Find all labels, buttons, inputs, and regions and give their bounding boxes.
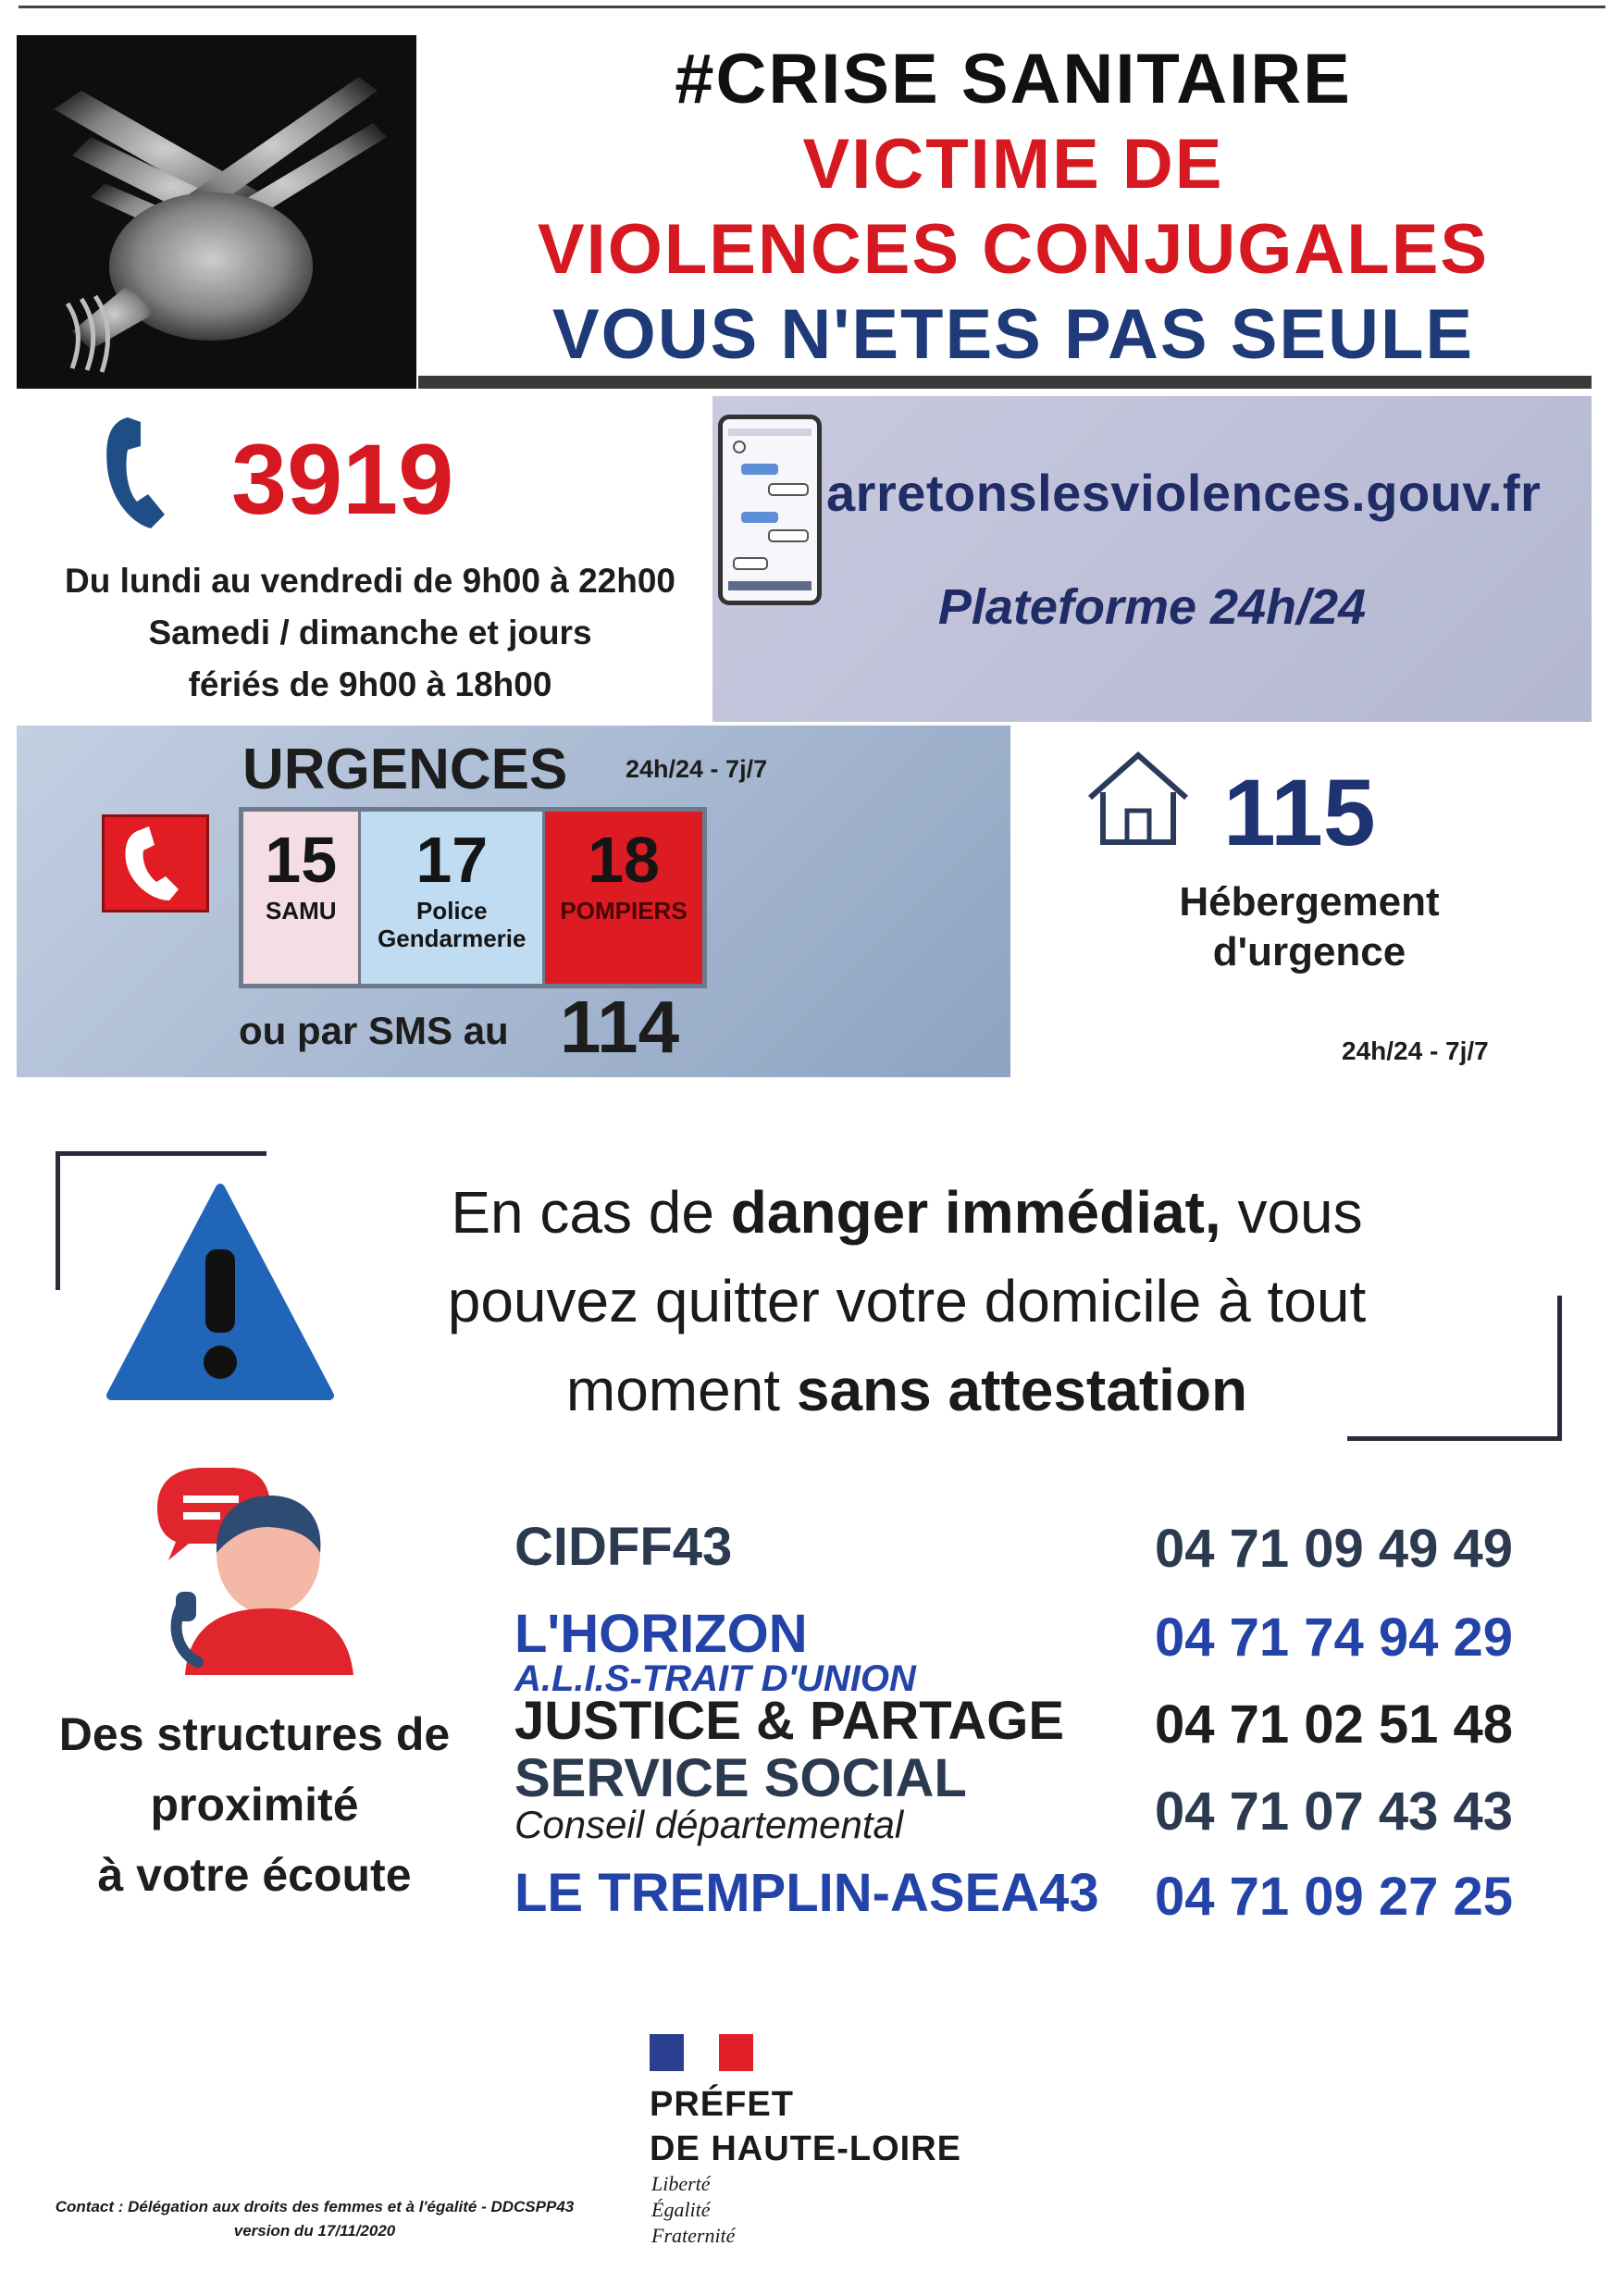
pompiers-cell[interactable] [545,812,702,984]
website-link[interactable]: arretonslesviolences.gouv.fr [826,464,1542,522]
structures-line1: Des structures de [58,1708,451,1760]
danger-line1: En cas de danger immédiat, vous [451,1179,1363,1246]
title-victime-de: VICTIME DE [802,125,1224,204]
shelter-label [1110,877,1508,977]
urgences-title: URGENCES [242,738,568,801]
org-horizon-sub: A.L.I.S-TRAIT D'UNION [514,1658,916,1699]
title-block [435,37,1592,378]
motto-egalite: Égalité [651,2198,711,2221]
bracket-top-left-vertical [56,1151,60,1290]
org-horizon: L'HORIZON [514,1604,808,1664]
shelter-label-line1: Hébergement [1179,879,1440,925]
structures-caption [28,1699,481,1910]
org-service-social: SERVICE SOCIAL [514,1748,967,1808]
bracket-bottom-right [1347,1436,1562,1441]
motto-fraternite: Fraternité [651,2224,736,2247]
samu-number: 15 [265,824,338,896]
org-tremplin: LE TREMPLIN-ASEA43 [514,1863,1099,1923]
danger-line2: pouvez quitter votre domicile à tout [447,1268,1367,1334]
phone-tremplin[interactable]: 04 71 09 27 25 [1155,1867,1514,1927]
shelter-number[interactable]: 115 [1223,760,1376,865]
hours-holidays: fériés de 9h00 à 18h00 [188,665,552,703]
smartphone-chat-icon [718,415,822,605]
hours-weekend: Samedi / dimanche et jours [148,614,592,652]
contact-note [28,2195,601,2243]
prefet-line1: PRÉFET [650,2085,794,2124]
phone-horizon[interactable]: 04 71 74 94 29 [1155,1607,1514,1668]
hotline-number[interactable]: 3919 [231,423,454,535]
platform-hours: Plateforme 24h/24 [937,579,1367,635]
title-pas-seule: VOUS N'ETES PAS SEULE [551,295,1475,374]
emergency-numbers-table [239,807,707,988]
marianne-flag-logo [650,2034,753,2071]
pompiers-label: POMPIERS [560,897,688,925]
title-rule [418,376,1592,389]
pompiers-number: 18 [588,824,660,896]
urgences-availability: 24h/24 - 7j/7 [626,755,768,783]
structures-line3: à votre écoute [97,1849,412,1901]
warning-icon [102,1177,339,1413]
person-call-icon [148,1453,370,1680]
phone-handset-icon [100,413,183,538]
prefet-logo-text [650,2082,961,2171]
police-label: Police [415,897,488,925]
hotline-hours [19,555,722,711]
org-justice-partage: JUSTICE & PARTAGE [514,1691,1065,1751]
prefet-line2: DE HAUTE-LOIRE [650,2129,961,2168]
gendarmerie-label: Gendarmerie [378,925,527,952]
emergency-phone-icon [102,814,209,912]
motto-liberte: Liberté [651,2172,711,2195]
danger-emphasis: danger immédiat, [730,1179,1221,1246]
samu-label: SAMU [265,897,337,925]
shelter-availability: 24h/24 - 7j/7 [1342,1036,1489,1065]
phone-service-social[interactable]: 04 71 07 43 43 [1155,1781,1514,1842]
structures-line2: proximité [150,1779,359,1831]
title-violences-conjugales: VIOLENCES CONJUGALES [537,210,1490,289]
sms-number[interactable]: 114 [560,986,680,1068]
crossed-hands-photo [17,35,416,389]
phone-cidff43[interactable]: 04 71 09 49 49 [1155,1519,1514,1579]
sms-text: ou par SMS au [239,1009,509,1052]
bracket-bottom-right-vertical [1557,1296,1562,1441]
org-service-social-sub: Conseil départemental [514,1803,904,1846]
police-number: 17 [415,824,489,896]
top-divider [19,6,1605,8]
contact-line: Contact : Délégation aux droits des femmes et à l'égalité - DDCSPP43 [55,2198,575,2215]
no-attestation-emphasis: sans attestation [796,1357,1248,1423]
phone-justice-partage[interactable]: 04 71 02 51 48 [1155,1694,1514,1755]
bracket-top-left [56,1151,266,1156]
version-line: version du 17/11/2020 [233,2222,396,2240]
house-icon [1083,746,1194,854]
org-cidff43: CIDFF43 [514,1517,733,1577]
hours-weekday: Du lundi au vendredi de 9h00 à 22h00 [64,562,676,600]
danger-line3: moment sans attestation [565,1357,1248,1423]
samu-cell[interactable] [243,812,361,984]
shelter-label-line2: d'urgence [1212,929,1406,974]
website-panel [712,396,1592,722]
danger-message [379,1168,1434,1434]
police-cell[interactable] [361,812,545,984]
republic-motto [651,2171,735,2249]
title-crise-sanitaire: #CRISE SANITAIRE [675,40,1352,118]
